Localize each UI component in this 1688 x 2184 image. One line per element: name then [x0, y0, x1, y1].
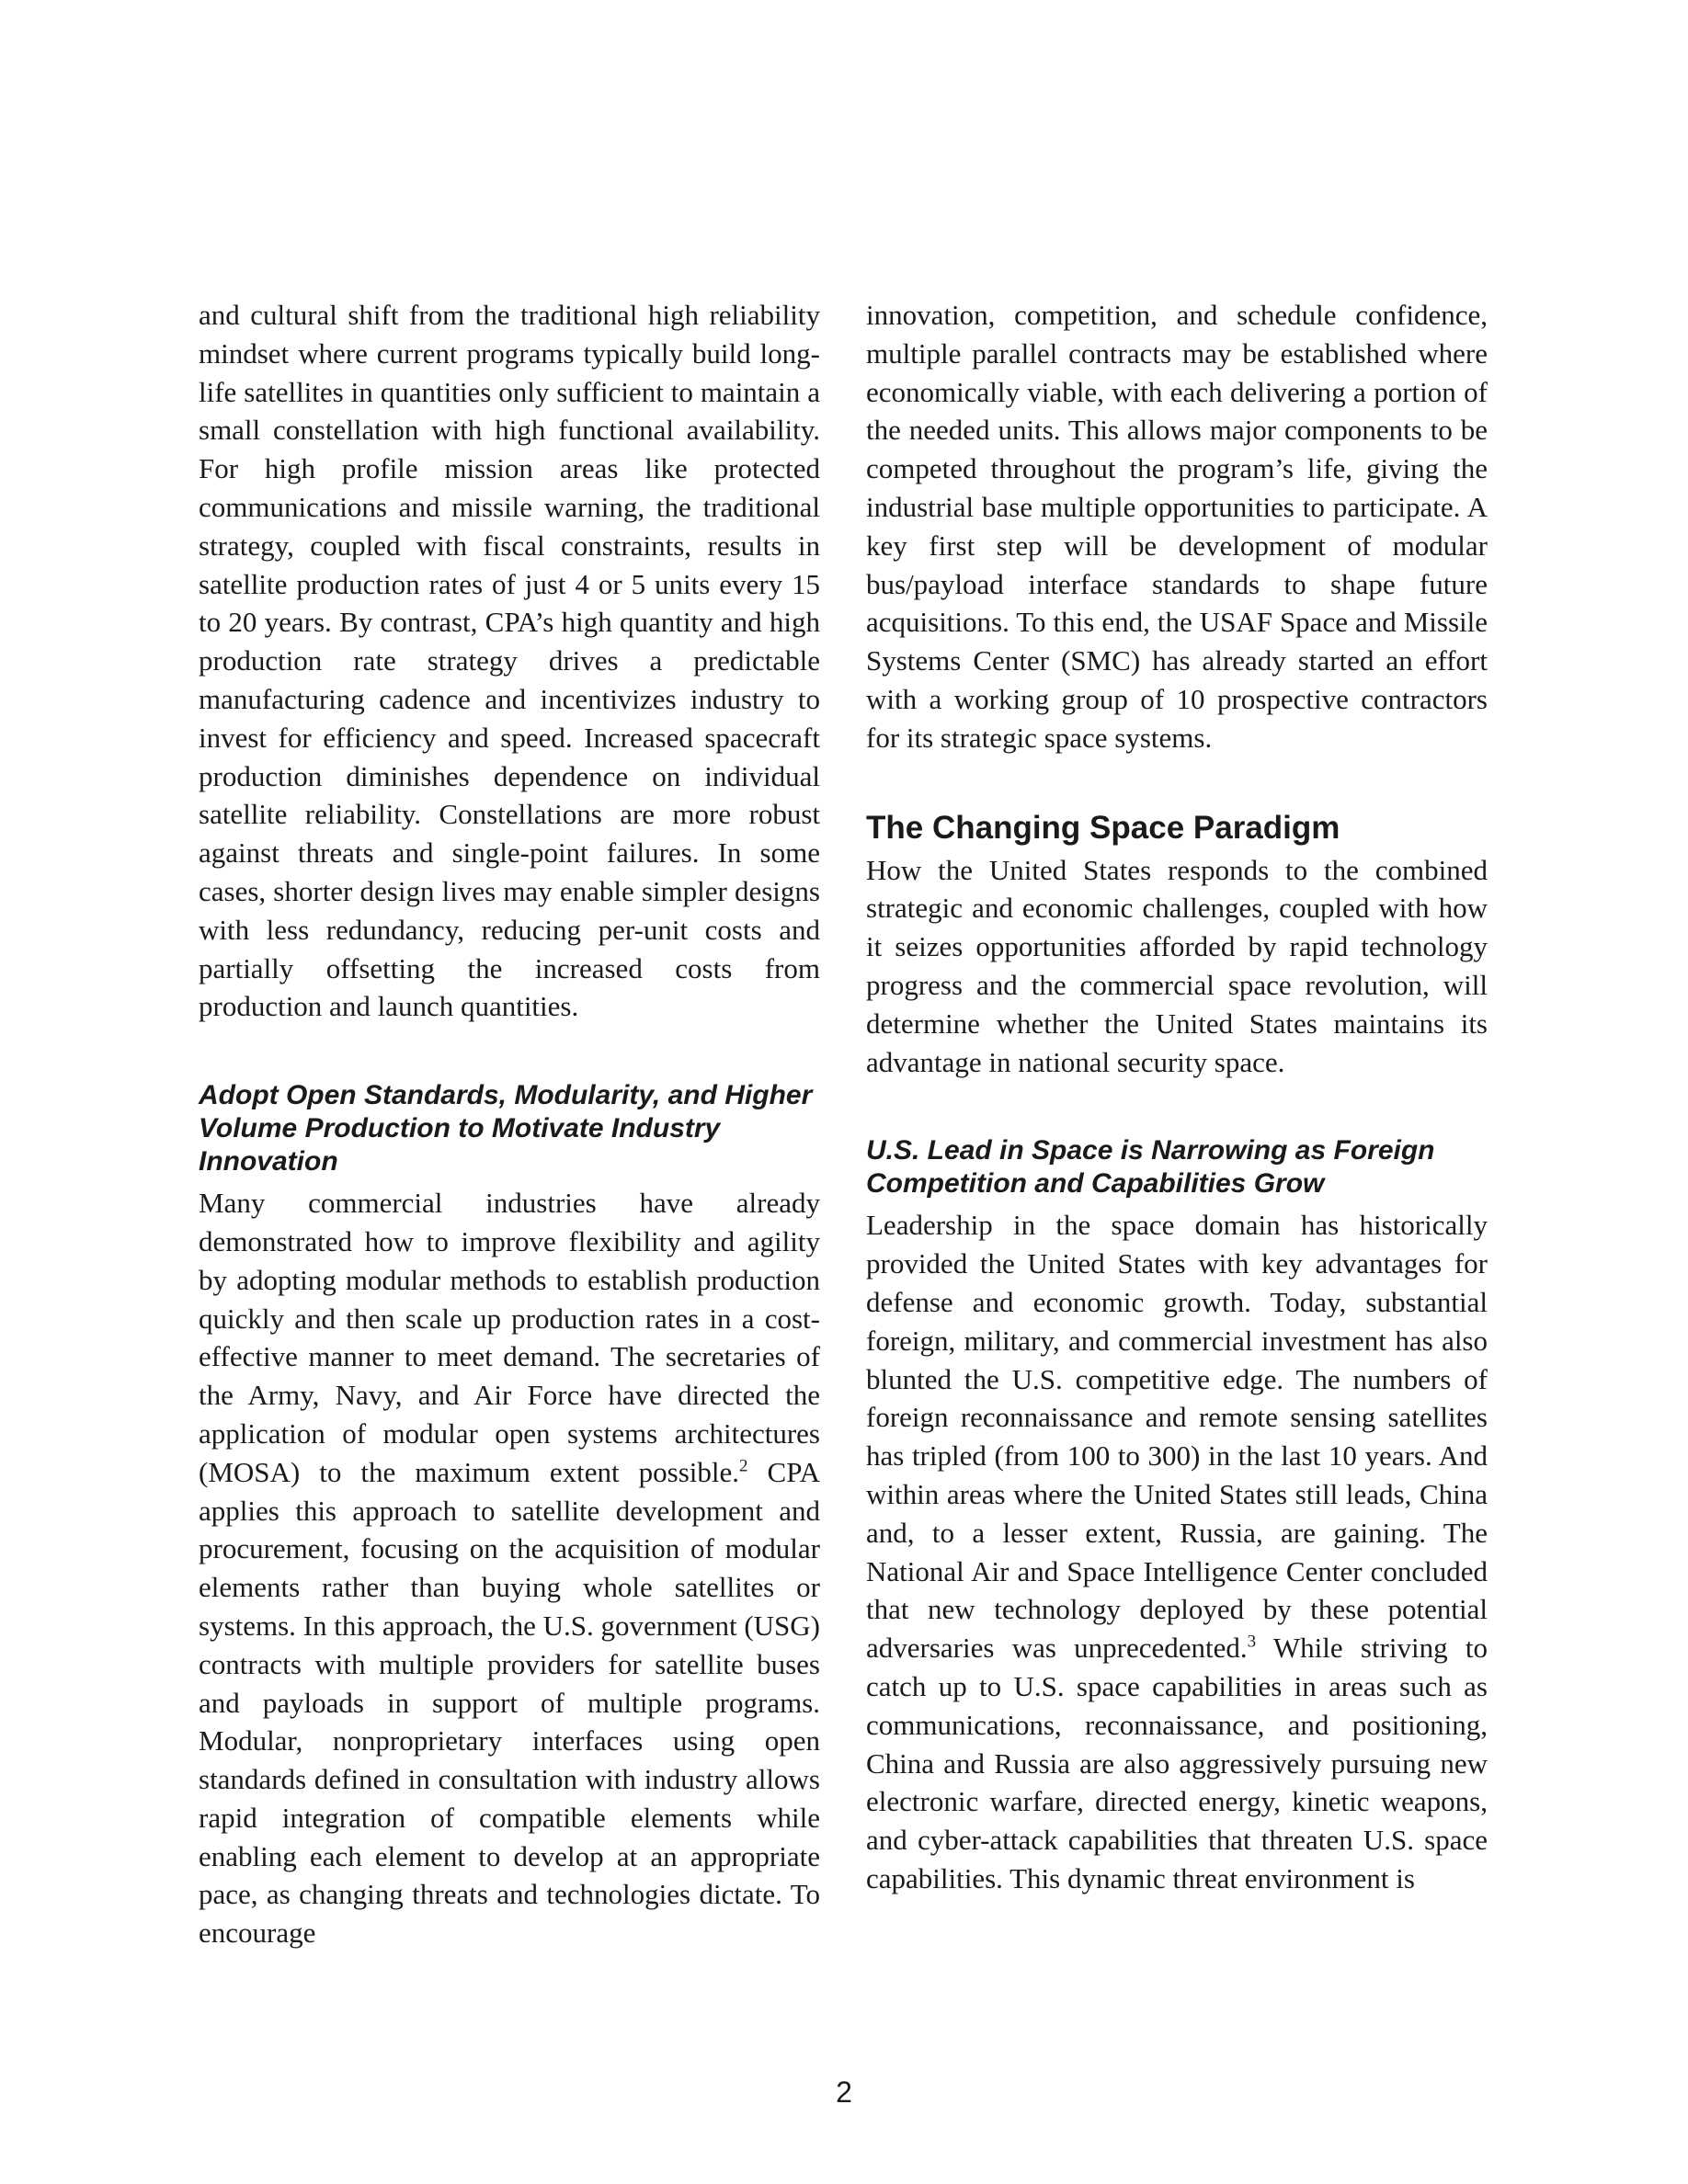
paragraph-text: While striving to catch up to U.S. space capabilities in areas such as communications, reconnaissance, and positioning, China and Russia are also aggressively pursuing new electronic warfare, directed energy, kinetic weapons, and cyber-attack capabilities that threaten U.S. space capabilities. This dynamic threat environment is: [866, 1632, 1488, 1894]
page-number: 2: [836, 2076, 852, 2109]
right-column: [866, 296, 1488, 1898]
footnote-reference[interactable]: 3: [1247, 1632, 1257, 1652]
paragraph-text: Leadership in the space domain has historically provided the United States with key advantages for defense and economic growth. Today, substantial foreign, military, and commercial investment has also blunted the U.S. competitive edge. The numbers of foreign reconnaissance and remote sensing satellites has tripled (from 100 to 300) in the last 10 years. And within areas where the United States still leads, China and, to a lesser extent, Russia, are gaining. The National Air and Space Intelligence Center concluded that new technology deployed by these potential adversaries was unprecedented.: [866, 1209, 1488, 1665]
body-paragraph: and cultural shift from the traditional high reliability mindset where current programs typically build long-life satellites in quantities only sufficient to maintain a small constellation with high functional availability. For high profile mission areas like protected communications and missile warning, the traditional strategy, coupled with fiscal constraints, results in satellite production rates of just 4 or 5 units every 15 to 20 years. By contrast, CPA’s high quantity and high production rate strategy drives a predictable manufacturing cadence and incentivizes industry to invest for efficiency and speed. Increased spacecraft production diminishes dependence on individual satellite reliability. Constellations are more robust against threats and single-point failures. In some cases, shorter design lives may enable simpler designs with less redundancy, reducing per-unit costs and partially offsetting the increased costs from production and launch quantities.: [199, 299, 820, 1023]
subsection-heading-open-standards: Adopt Open Standards, Modularity, and Higher Volume Production to Motivate Industry Innovation: [199, 1080, 813, 1177]
subsection-heading-us-lead: U.S. Lead in Space is Narrowing as Foreign Competition and Capabilities Grow: [866, 1135, 1435, 1200]
left-column: [199, 296, 820, 1952]
paragraph-text: Many commercial industries have already demonstrated how to improve flexibility and agility by adopting modular methods to establish production quickly and then scale up production rates in a cost-effective manner to meet demand. The secretaries of the Army, Navy, and Air Force have directed the application of modular open systems architectures (MOSA) to the maximum extent possible.: [199, 1187, 820, 1488]
body-paragraph-mosa: [199, 1184, 820, 1952]
paragraph-text: CPA applies this approach to satellite development and procurement, focusing on the acquisition of modular elements rather than buying whole satellites or systems. In this approach, the U.S. government (USG) contracts with multiple providers for satellite buses and payloads in support of multiple programs. Modular, nonproprietary interfaces using open standards defined in consultation with industry allows rapid integration of compatible elements while enabling each element to develop at an appropriate pace, as changing threats and technologies dictate. To encourage: [199, 1455, 820, 1950]
body-paragraph: How the United States responds to the combined strategic and economic challenges, coupled with how it seizes opportunities afforded by rapid technology progress and the commercial space revolution, will determine whether the United States maintains its advantage in national security space.: [866, 853, 1488, 1078]
footnote-reference[interactable]: 2: [739, 1456, 748, 1476]
section-heading-changing-space-paradigm: The Changing Space Paradigm: [866, 809, 1340, 846]
body-paragraph-leadership: [866, 1206, 1488, 1897]
body-paragraph: innovation, competition, and schedule confidence, multiple parallel contracts may be established where economically viable, with each delivering a portion of the needed units. This allows major components to be competed throughout the program’s life, giving the industrial base multiple opportunities to participate. A key first step will be development of modular bus/payload interface standards to shape future acquisitions. To this end, the USAF Space and Missile Systems Center (SMC) has already started an effort with a working group of 10 prospective contractors for its strategic space systems.: [866, 299, 1488, 754]
